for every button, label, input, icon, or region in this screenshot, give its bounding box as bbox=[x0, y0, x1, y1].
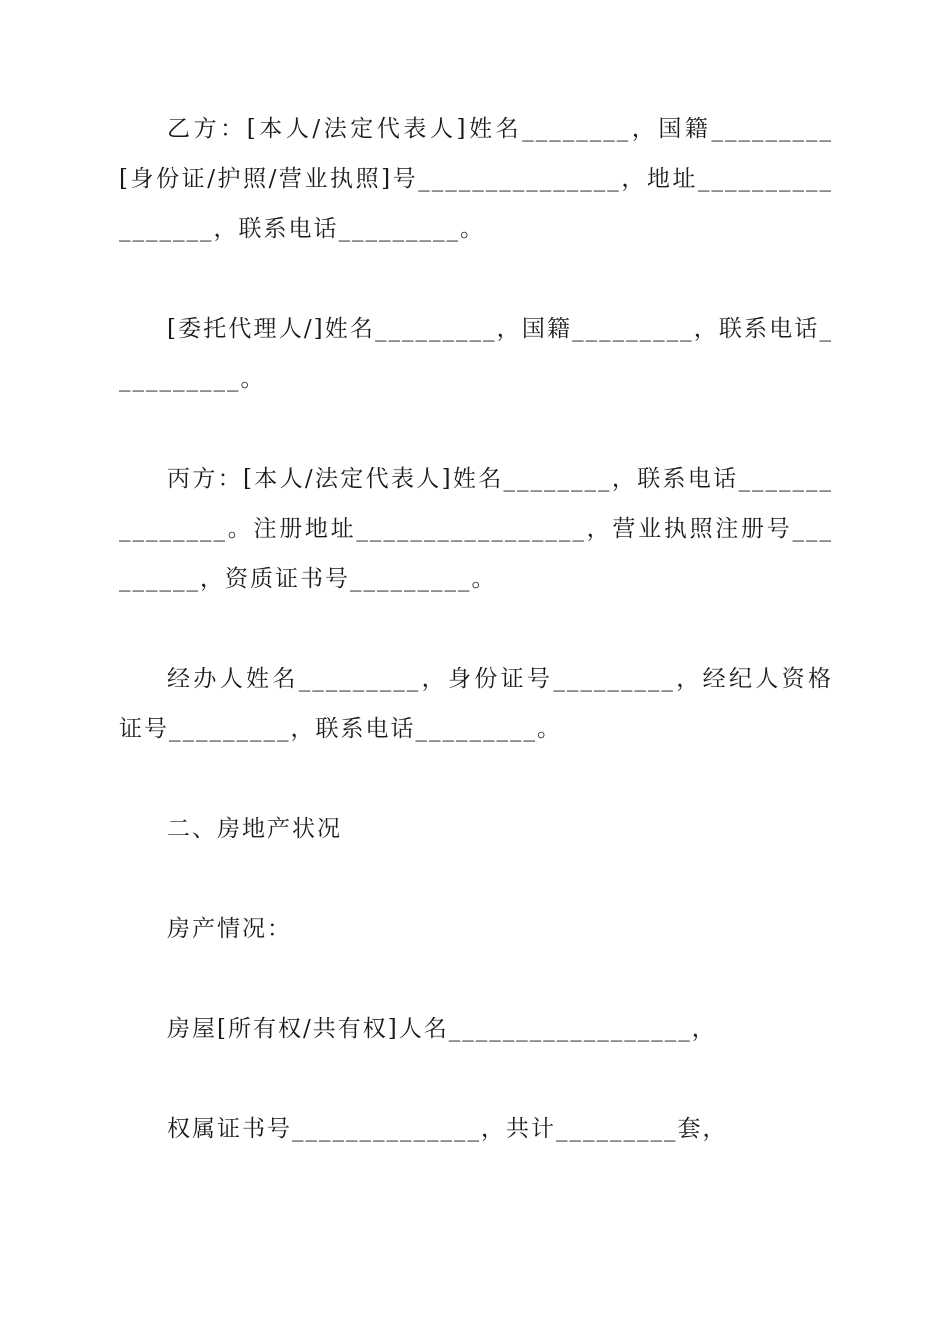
party-c-paragraph: 丙方：[本人/法定代表人]姓名________，联系电话_______________。注册地址_________________，营业执照注册号_________，资质证书号_________。 bbox=[119, 466, 833, 592]
certificate-paragraph: 权属证书号______________，共计_________套， bbox=[167, 1116, 728, 1142]
document-page bbox=[119, 104, 833, 1204]
section-heading: 二、房地产状况 bbox=[167, 816, 342, 842]
party-b-paragraph: 乙方：[本人/法定代表人]姓名________，国籍_________[身份证/护照/营业执照]号_______________，地址_________________，联系电话_________。 bbox=[119, 116, 833, 242]
property-intro: 房产情况： bbox=[167, 916, 292, 942]
agent-paragraph: [委托代理人/]姓名_________，国籍_________，联系电话__________。 bbox=[119, 316, 833, 392]
owner-paragraph: 房屋[所有权/共有权]人名__________________， bbox=[167, 1016, 717, 1042]
handler-paragraph: 经办人姓名_________，身份证号_________，经纪人资格证号_________，联系电话_________。 bbox=[119, 666, 833, 742]
